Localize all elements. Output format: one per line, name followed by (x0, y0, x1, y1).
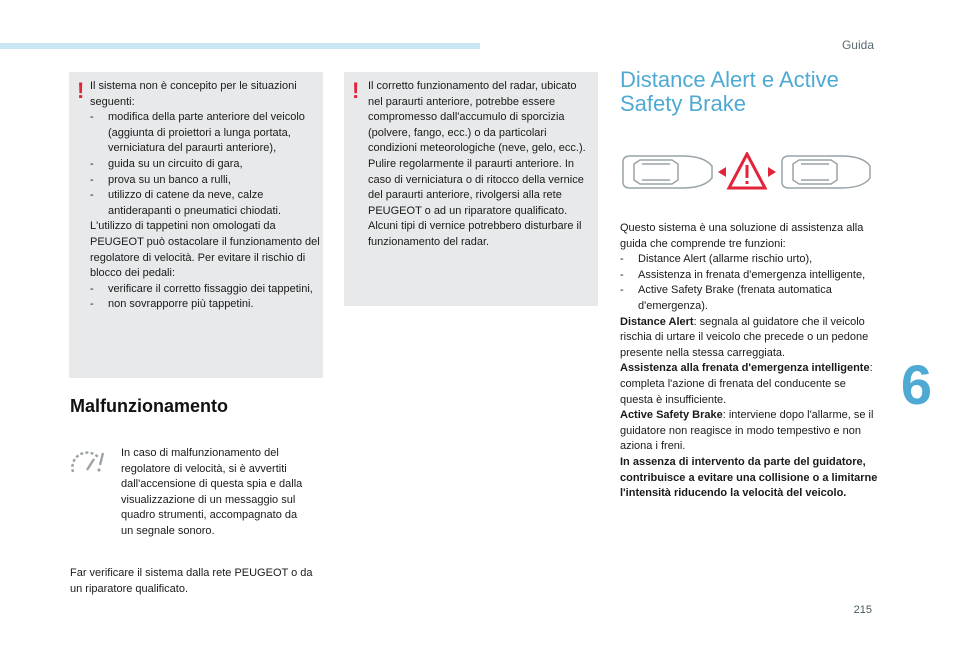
list-item: - Distance Alert (allarme rischio urto), (620, 253, 813, 266)
list-item: - verificare il corretto fissaggio dei tappetini, (90, 282, 313, 295)
arrow-icon (768, 167, 776, 177)
chapter-number: 6 (900, 353, 932, 416)
distance-alert-final: In assenza di intervento da parte del guidatore, contribuisce a evitare una collisione o a limitarne l'intensità riducendo la velocità del veicolo. (620, 455, 878, 500)
malfunction-note: In caso di malfunzionamento del regolatore di velocità, si è avvertiti dall'accensione di questa spia e dalla visualizzazione di un messaggio sul quadro strumenti, accompagnato da un segnale sonoro. (121, 447, 303, 537)
distance-alert-title: Distance Alert e Active Safety Brake (620, 67, 839, 116)
warning-box-radar (344, 72, 598, 306)
distance-alert-intro: Questo sistema è una soluzione di assistenza alla guida che comprende tre funzioni: (620, 222, 864, 250)
malfunction-heading: Malfunzionamento (70, 396, 228, 416)
car-icon (782, 156, 870, 188)
malfunction-footer: Far verificare il sistema dalla rete PEUGEOT o da un riparatore qualificato. (70, 567, 313, 595)
collision-warning-illustration (620, 152, 872, 192)
list-item: - modifica della parte anteriore del veicolo (aggiunta di proiettori a lunga portata, verniciatura del paraurti anteriore), (90, 111, 305, 155)
header-bar (0, 43, 480, 49)
list-item: - prova su un banco a rulli, (90, 173, 231, 186)
distance-alert-definition: Distance Alert: segnala al guidatore che il veicolo rischia di urtare il veicolo che precede o un pedone presente nella stessa carreggiata. (620, 315, 869, 359)
exclamation-icon: ! (352, 78, 360, 103)
exclamation-icon: ! (77, 78, 85, 103)
list-item: - Assistenza in frenata d'emergenza intelligente, (620, 268, 866, 281)
list-item: - guida su un circuito di gara, (90, 157, 243, 170)
cruise-control-fault-icon (70, 448, 110, 476)
warning-mats-text: L'utilizzo di tappetini non omologati da PEUGEOT può ostacolare il funzionamento del regolatore di velocità. Per evitare il rischio di blocco dei pedali: (90, 220, 320, 280)
active-safety-brake-definition: Active Safety Brake: interviene dopo l'allarme, se il guidatore non reagisce in modo tempestivo e non aziona i freni. (620, 409, 874, 453)
emergency-braking-definition: Assistenza alla frenata d'emergenza intelligente: completa l'azione di frenata del conducente se questa è insufficiente. (620, 362, 873, 406)
warning-intro: Il sistema non è concepito per le situazioni seguenti: (90, 80, 297, 108)
distance-alert-body (620, 221, 878, 502)
radar-warning-p2: Pulire regolarmente il paraurti anteriore. In caso di verniciatura o di ritocco della vernice del paraurti anteriore, rivolgersi alla rete PEUGEOT o ad un riparatore qualificato. Alcuni tipi di vernice potrebbero disturbare il funzionamento del radar. (368, 157, 584, 248)
list-item: - non sovrapporre più tappetini. (90, 298, 254, 311)
radar-warning-p1: Il corretto funzionamento del radar, ubicato nel paraurti anteriore, potrebbe essere compromesso dall'accumulo di sporcizia (polvere, fango, ecc.) o da particolari condizioni meteorologiche (neve, gelo, ecc.). (368, 80, 586, 155)
list-item: - Active Safety Brake (frenata automatica d'emergenza). (620, 284, 832, 312)
list-item: - utilizzo di catene da neve, calze antiderapanti o pneumatici chiodati. (90, 189, 282, 217)
car-icon (623, 156, 712, 188)
arrow-icon (718, 167, 726, 177)
section-label: Guida (841, 38, 874, 52)
page-number: 215 (853, 604, 872, 616)
warning-box-limitations (69, 72, 323, 378)
